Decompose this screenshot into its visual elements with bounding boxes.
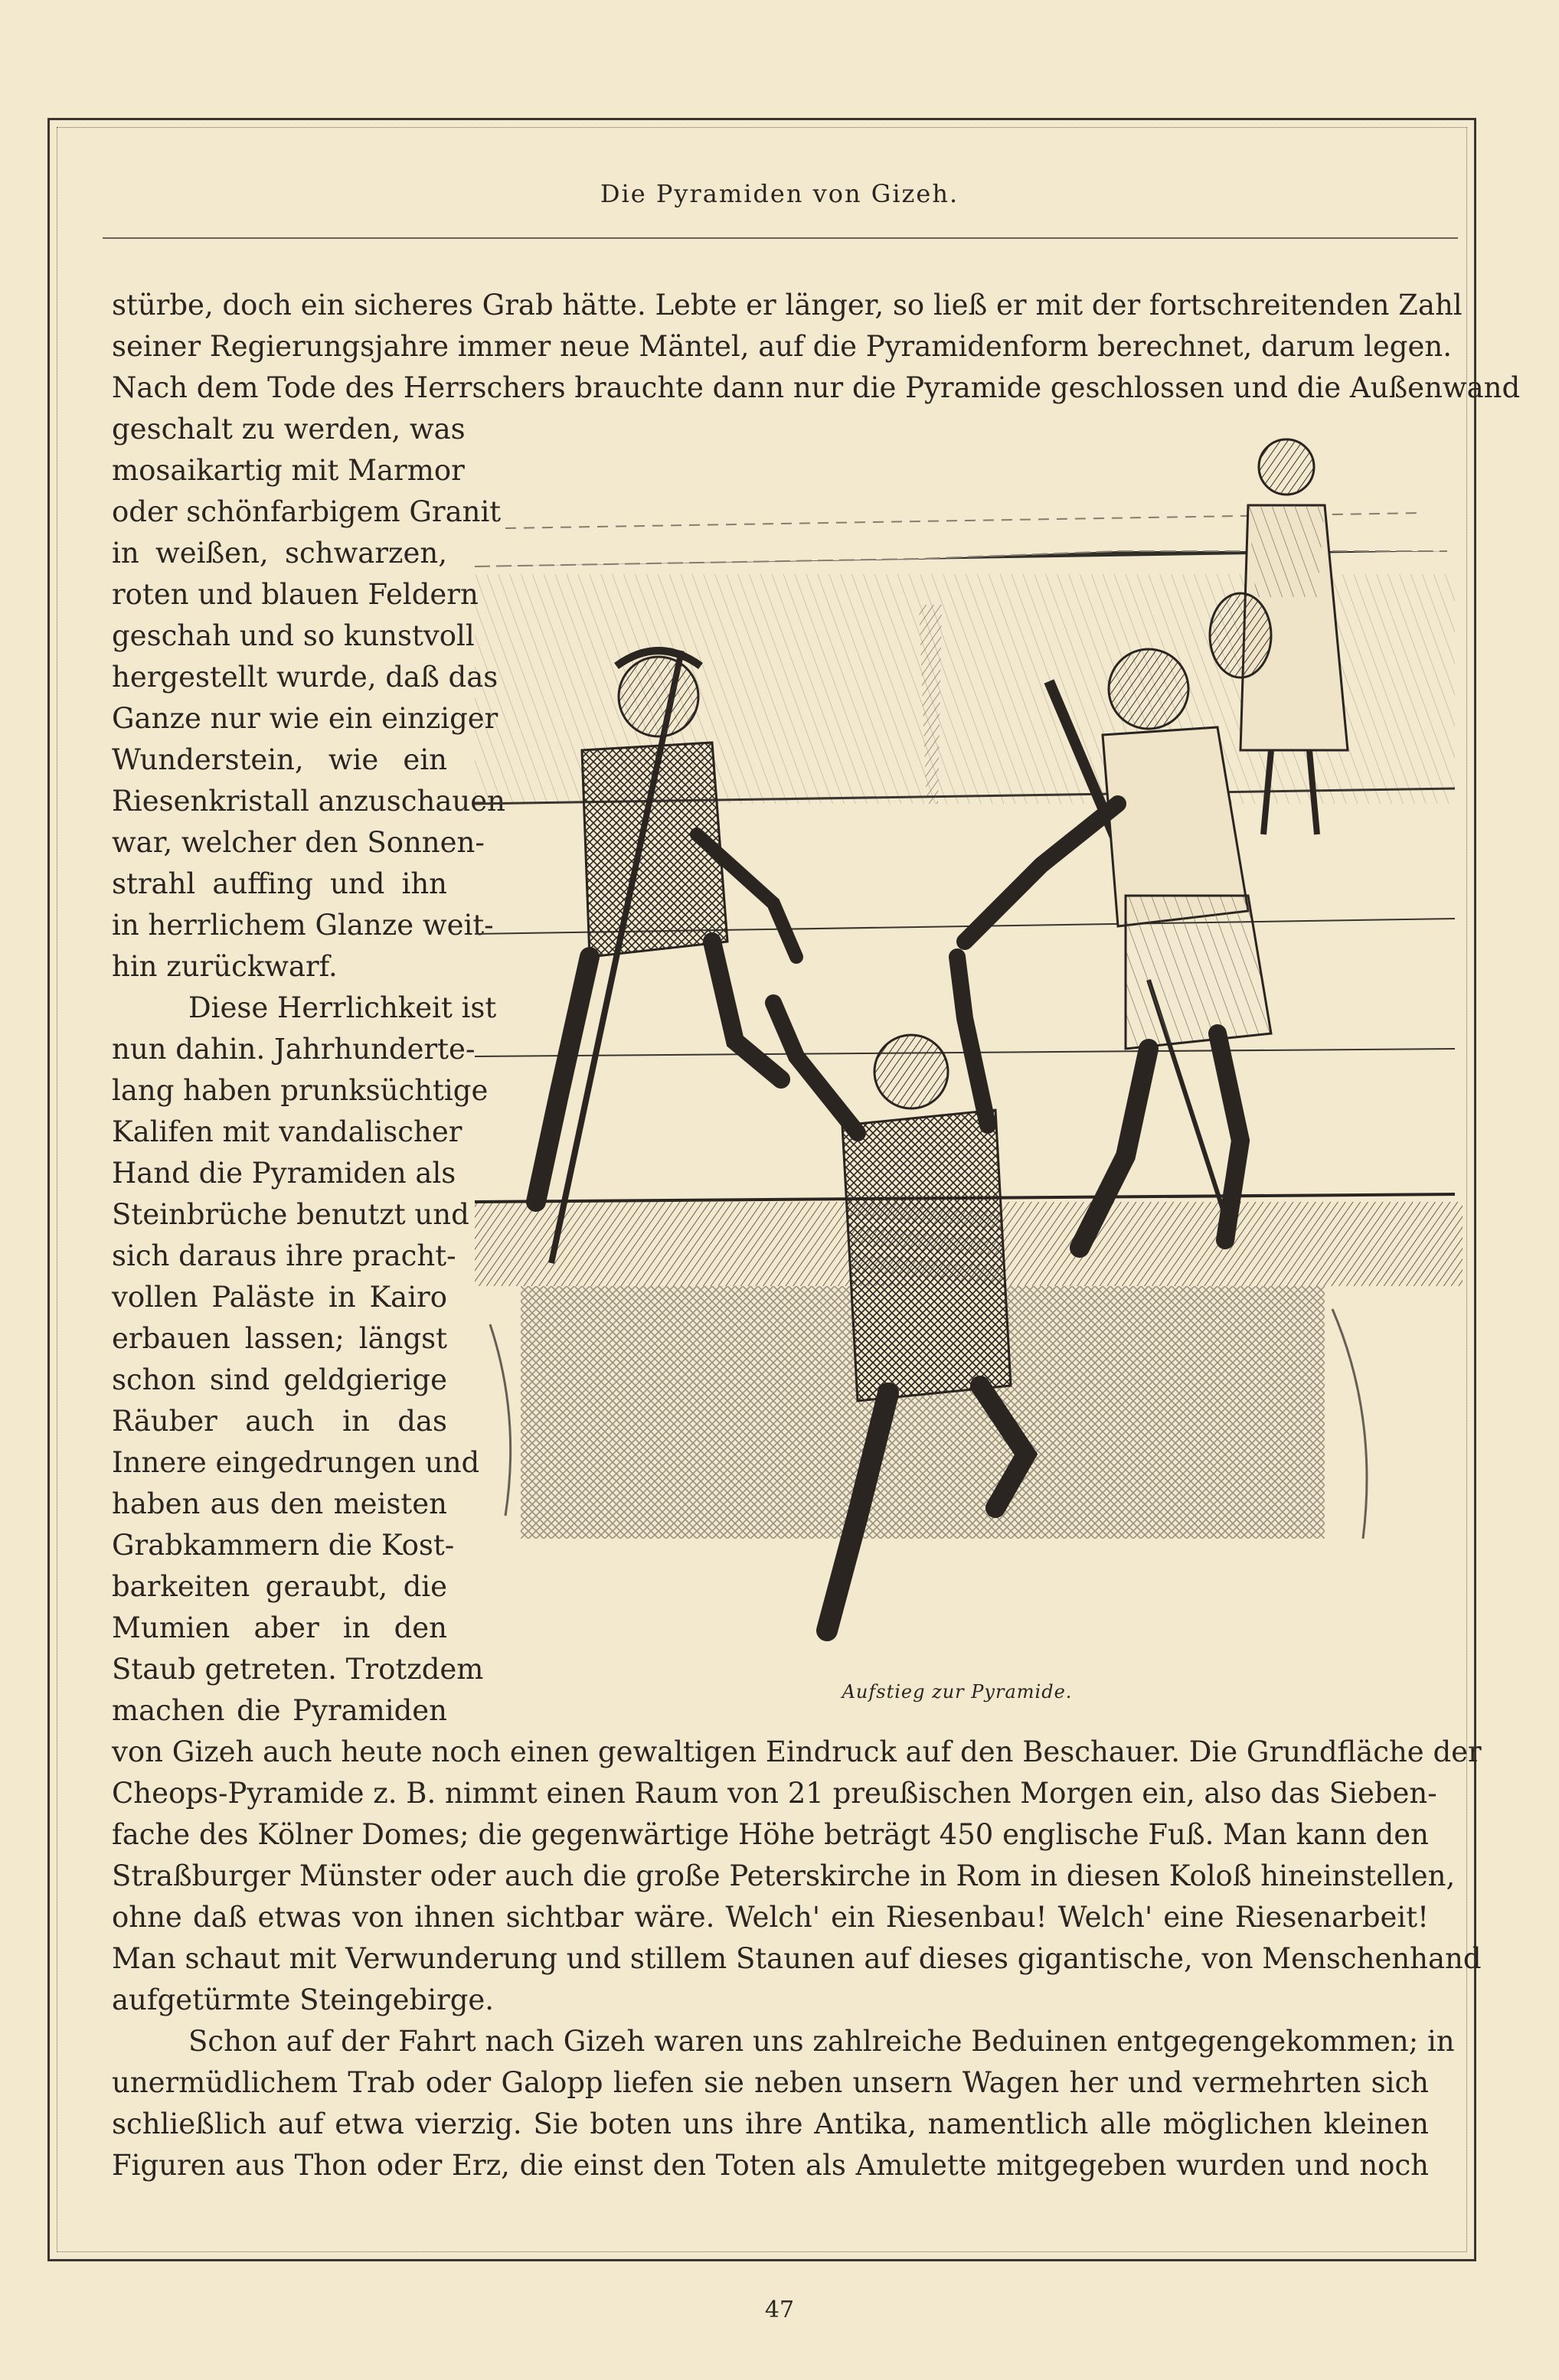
- text-line: hergestellt wurde, daß das: [112, 661, 498, 694]
- text-line: nun dahin. Jahrhunderte-: [112, 1033, 476, 1066]
- text-line: Man schaut mit Verwunderung und stillem Staunen auf dieses gigantische, von Menschenhand: [112, 1942, 1482, 1975]
- text-line: schließlich auf etwa vierzig. Sie boten uns ihre Antika, namentlich alle möglichen kleinen: [112, 2107, 1429, 2140]
- text-line: hin zurückwarf.: [112, 950, 338, 983]
- text-line: geschalt zu werden, was: [112, 413, 466, 446]
- running-head: Die Pyramiden von Gizeh.: [600, 179, 959, 208]
- text-line: schon sind geldgierige: [112, 1363, 447, 1396]
- text-line: Grabkammern die Kost-: [112, 1529, 455, 1562]
- text-line: roten und blauen Feldern: [112, 578, 479, 611]
- text-line: Riesenkristall anzuschauen: [112, 785, 505, 818]
- text-line: Cheops-Pyramide z. B. nimmt einen Raum von 21 preußischen Morgen ein, also das Sieben-: [112, 1777, 1437, 1810]
- text-line: war, welcher den Sonnen-: [112, 826, 485, 859]
- text-line: Schon auf der Fahrt nach Gizeh waren uns zahlreiche Beduinen entgegengekommen; in: [188, 2025, 1455, 2058]
- text-line: lang haben prunksüchtige: [112, 1074, 489, 1107]
- text-line: Straßburger Münster oder auch die große Peterskirche in Rom in diesen Koloß hineinstellen,: [112, 1859, 1456, 1892]
- text-line: barkeiten geraubt, die: [112, 1570, 447, 1603]
- text-line: Nach dem Tode des Herrschers brauchte dann nur die Pyramide geschlossen und die Außenwand: [112, 371, 1521, 404]
- text-line: sich daraus ihre pracht-: [112, 1239, 456, 1272]
- text-line: Wunderstein, wie ein: [112, 743, 447, 776]
- text-line: haben aus den meisten: [112, 1487, 447, 1520]
- text-line: seiner Regierungsjahre immer neue Mäntel, auf die Pyramidenform berechnet, darum legen.: [112, 330, 1452, 363]
- text-line: erbauen lassen; längst: [112, 1322, 447, 1355]
- text-line: Räuber auch in das: [112, 1405, 447, 1438]
- text-line: unermüdlichem Trab oder Galopp liefen sie neben unsern Wagen her und vermehrten sich: [112, 2066, 1429, 2099]
- text-line: oder schönfarbigem Granit: [112, 495, 502, 528]
- text-line: fache des Kölner Domes; die gegenwärtige Höhe beträgt 450 englische Fuß. Man kann den: [112, 1818, 1429, 1851]
- illustration-caption: Aufstieg zur Pyramide.: [842, 1681, 1073, 1703]
- text-line: Staub getreten. Trotzdem: [112, 1653, 484, 1686]
- engraving-illustration: [459, 406, 1470, 1676]
- text-line: Figuren aus Thon oder Erz, die einst den Toten als Amulette mitgegeben wurden und noch: [112, 2149, 1429, 2182]
- text-line: Innere eingedrungen und: [112, 1446, 480, 1479]
- text-line: aufgetürmte Steingebirge.: [112, 1983, 495, 2016]
- text-line: geschah und so kunstvoll: [112, 619, 475, 652]
- text-line: machen die Pyramiden: [112, 1694, 447, 1727]
- text-line: mosaikartig mit Marmor: [112, 454, 465, 487]
- head-rule: [103, 237, 1458, 239]
- text-line: vollen Paläste in Kairo: [112, 1281, 447, 1314]
- text-line: strahl auffing und ihn: [112, 867, 447, 900]
- text-line: von Gizeh auch heute noch einen gewaltigen Eindruck auf den Beschauer. Die Grundfläche der: [112, 1735, 1482, 1768]
- text-line: Steinbrüche benutzt und: [112, 1198, 469, 1231]
- text-line: stürbe, doch ein sicheres Grab hätte. Lebte er länger, so ließ er mit der fortschreitenden Zahl: [112, 289, 1463, 322]
- text-line: Mumien aber in den: [112, 1611, 447, 1644]
- text-line: Diese Herrlichkeit ist: [188, 991, 497, 1024]
- text-line: Hand die Pyramiden als: [112, 1157, 456, 1190]
- text-line: ohne daß etwas von ihnen sichtbar wäre. Welch' ein Riesenbau! Welch' eine Riesenarbeit!: [112, 1901, 1429, 1934]
- text-line: in weißen, schwarzen,: [112, 537, 447, 570]
- text-line: in herrlichem Glanze weit-: [112, 909, 494, 942]
- text-line: Kalifen mit vandalischer: [112, 1115, 462, 1148]
- page-number: 47: [764, 2297, 795, 2323]
- text-line: Ganze nur wie ein einziger: [112, 702, 498, 735]
